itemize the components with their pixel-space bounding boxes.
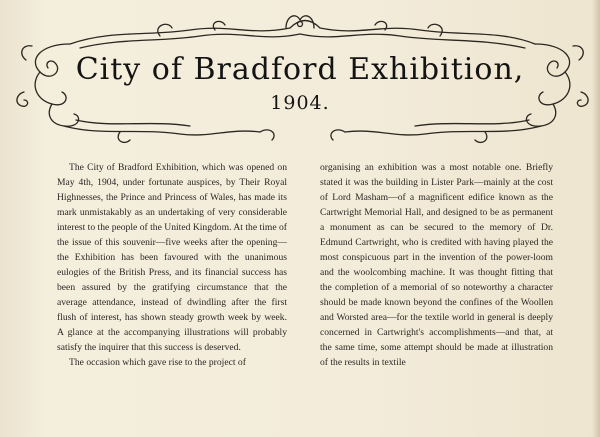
left-text-column [57,160,287,370]
paragraph: organising an exhibition was a most notable one. Briefly stated it was the building in Lister Park—mainly at the cost of Lord Masham—of a magnificent edifice known as the Cartwright Memorial Hall, and designed to be as permanent a monument as can be secured to the memory of Dr. Edmund Cartwright, who is credited with having played the most conspicuous part in the invention of the power-loom and the woolcombing machine. It was thought fitting that the completion of a memorial of so noteworthy a character should be made known beyond the confines of the Woollen and Worsted area—for the textile world in general is deeply concerned in Cartwright's accomplishments—and that, at the same time, some attempt should be made at illustration of the results in textile [320,162,553,368]
page-edge-shadow [592,0,600,437]
exhibition-title: City of Bradford Exhibition, [75,52,525,87]
paragraph: The City of Bradford Exhibition, which was opened on May 4th, 1904, under fortunate auspices, by Their Royal Highnesses, the Prince and Princess of Wales, has made its mark unmistakably as an undertaking of very considerable interest to the people of the United Kingdom. At the time of the issue of this souvenir—five weeks after the opening—the Exhibition has been favoured with the unanimous eulogies of the British Press, and its financial success has been assured by the gratifying circumstance that the average attendance, instead of dwindling after the first flush of interest, has shown steady growth week by week. A glance at the accompanying illustrations will probably satisfy the inquirer that this success is deserved. [57,162,287,353]
exhibition-year: 1904. [270,92,330,114]
paragraph: The occasion which gave rise to the project of [69,357,246,368]
right-text-column [320,160,553,370]
